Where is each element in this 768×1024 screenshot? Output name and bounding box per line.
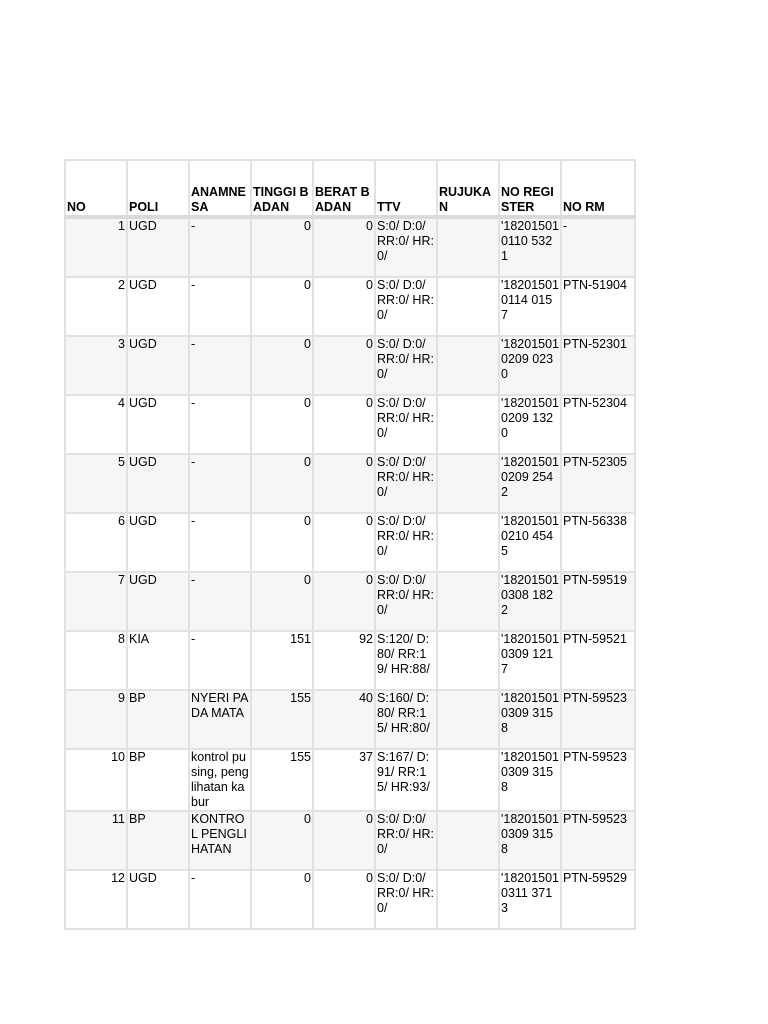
cell-tinggi-badan: 0 [251,454,313,513]
cell-berat-badan: 0 [313,870,375,929]
cell-no-register: '182015010311 3713 [499,870,561,929]
cell-rujukan [437,690,499,749]
cell-rujukan [437,513,499,572]
cell-ttv: S:0/ D:0/ RR:0/ HR:0/ [375,454,437,513]
cell-ttv: S:0/ D:0/ RR:0/ HR:0/ [375,336,437,395]
cell-poli: UGD [127,572,189,631]
cell-ttv: S:160/ D:80/ RR:15/ HR:80/ [375,690,437,749]
cell-no-register: '182015010210 4545 [499,513,561,572]
cell-tinggi-badan: 0 [251,336,313,395]
cell-anamnesa: - [189,631,251,690]
cell-no: 3 [65,336,127,395]
cell-ttv: S:0/ D:0/ RR:0/ HR:0/ [375,277,437,336]
cell-no: 2 [65,277,127,336]
cell-anamnesa: - [189,217,251,277]
cell-no-register: '182015010209 2542 [499,454,561,513]
cell-anamnesa: kontrol pusing, penglihatan kabur [189,749,251,811]
cell-ttv: S:0/ D:0/ RR:0/ HR:0/ [375,811,437,870]
cell-ttv: S:120/ D:80/ RR:19/ HR:88/ [375,631,437,690]
cell-no-rm: PTN-59521 [561,631,635,690]
cell-no: 9 [65,690,127,749]
table-row [65,217,635,277]
cell-tinggi-badan: 155 [251,690,313,749]
header-anamnesa: ANAMNESA [189,160,251,217]
cell-no-rm: PTN-52304 [561,395,635,454]
cell-no: 5 [65,454,127,513]
cell-poli: UGD [127,454,189,513]
cell-anamnesa: - [189,572,251,631]
cell-berat-badan: 37 [313,749,375,811]
cell-no-rm: PTN-52305 [561,454,635,513]
cell-ttv: S:0/ D:0/ RR:0/ HR:0/ [375,513,437,572]
cell-berat-badan: 0 [313,277,375,336]
cell-poli: UGD [127,277,189,336]
cell-poli: UGD [127,395,189,454]
table-header [65,160,635,217]
cell-berat-badan: 0 [313,454,375,513]
cell-rujukan [437,336,499,395]
cell-rujukan [437,870,499,929]
header-poli: POLI [127,160,189,217]
cell-rujukan [437,277,499,336]
cell-no: 1 [65,217,127,277]
cell-poli: UGD [127,217,189,277]
header-no: NO [65,160,127,217]
cell-berat-badan: 0 [313,572,375,631]
cell-berat-badan: 92 [313,631,375,690]
cell-no-register: '182015010309 1217 [499,631,561,690]
cell-ttv: S:0/ D:0/ RR:0/ HR:0/ [375,217,437,277]
cell-no-rm: - [561,217,635,277]
cell-rujukan [437,454,499,513]
cell-no-register: '182015010114 0157 [499,277,561,336]
cell-tinggi-badan: 0 [251,277,313,336]
table-row [65,811,635,870]
table-row [65,631,635,690]
table-row [65,572,635,631]
cell-rujukan [437,749,499,811]
cell-no-rm: PTN-59523 [561,811,635,870]
cell-no-rm: PTN-59529 [561,870,635,929]
cell-rujukan [437,217,499,277]
cell-ttv: S:0/ D:0/ RR:0/ HR:0/ [375,395,437,454]
cell-no-rm: PTN-59523 [561,749,635,811]
cell-rujukan [437,811,499,870]
cell-tinggi-badan: 0 [251,395,313,454]
cell-anamnesa: - [189,395,251,454]
cell-poli: BP [127,690,189,749]
cell-anamnesa: - [189,513,251,572]
table-row [65,395,635,454]
header-tinggi-badan: TINGGI BADAN [251,160,313,217]
cell-berat-badan: 0 [313,336,375,395]
cell-no-rm: PTN-59519 [561,572,635,631]
cell-poli: UGD [127,870,189,929]
cell-no-register: '182015010110 5321 [499,217,561,277]
cell-poli: BP [127,811,189,870]
table-row [65,336,635,395]
cell-no-rm: PTN-56338 [561,513,635,572]
cell-anamnesa: NYERI PADA MATA [189,690,251,749]
cell-poli: KIA [127,631,189,690]
cell-poli: UGD [127,513,189,572]
table-row [65,870,635,929]
table-body [65,217,635,929]
table-row [65,277,635,336]
cell-berat-badan: 0 [313,513,375,572]
cell-no: 8 [65,631,127,690]
table-row [65,513,635,572]
cell-tinggi-badan: 0 [251,811,313,870]
cell-tinggi-badan: 0 [251,870,313,929]
cell-no-register: '182015010209 0230 [499,336,561,395]
cell-ttv: S:167/ D:91/ RR:15/ HR:93/ [375,749,437,811]
cell-poli: UGD [127,336,189,395]
header-no-rm: NO RM [561,160,635,217]
cell-rujukan [437,572,499,631]
cell-tinggi-badan: 0 [251,513,313,572]
patient-visit-table [64,159,636,930]
cell-no-register: '182015010209 1320 [499,395,561,454]
table-row [65,690,635,749]
header-no-register: NO REGISTER [499,160,561,217]
cell-no: 12 [65,870,127,929]
cell-no: 6 [65,513,127,572]
cell-no: 7 [65,572,127,631]
cell-ttv: S:0/ D:0/ RR:0/ HR:0/ [375,572,437,631]
cell-no-register: '182015010308 1822 [499,572,561,631]
cell-no-register: '182015010309 3158 [499,690,561,749]
cell-no-register: '182015010309 3158 [499,811,561,870]
cell-berat-badan: 0 [313,395,375,454]
header-ttv: TTV [375,160,437,217]
cell-anamnesa: - [189,277,251,336]
cell-no: 4 [65,395,127,454]
cell-berat-badan: 0 [313,217,375,277]
cell-tinggi-badan: 151 [251,631,313,690]
cell-rujukan [437,631,499,690]
cell-rujukan [437,395,499,454]
table-row [65,749,635,811]
cell-poli: BP [127,749,189,811]
cell-no-rm: PTN-59523 [561,690,635,749]
cell-ttv: S:0/ D:0/ RR:0/ HR:0/ [375,870,437,929]
cell-anamnesa: - [189,454,251,513]
header-rujukan: RUJUKAN [437,160,499,217]
cell-tinggi-badan: 0 [251,572,313,631]
cell-no: 11 [65,811,127,870]
cell-anamnesa: - [189,870,251,929]
cell-no: 10 [65,749,127,811]
cell-anamnesa: KONTROL PENGLIHATAN [189,811,251,870]
cell-anamnesa: - [189,336,251,395]
table-row [65,454,635,513]
cell-berat-badan: 40 [313,690,375,749]
cell-no-rm: PTN-52301 [561,336,635,395]
cell-tinggi-badan: 0 [251,217,313,277]
cell-no-register: '182015010309 3158 [499,749,561,811]
cell-tinggi-badan: 155 [251,749,313,811]
header-berat-badan: BERAT BADAN [313,160,375,217]
cell-no-rm: PTN-51904 [561,277,635,336]
header-row [65,160,635,217]
cell-berat-badan: 0 [313,811,375,870]
